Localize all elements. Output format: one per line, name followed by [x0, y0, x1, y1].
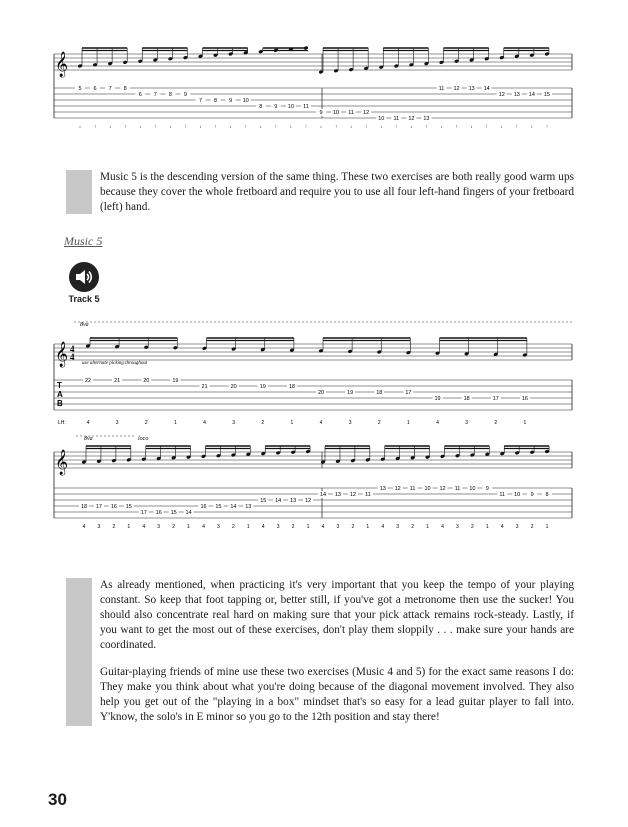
tab-number: 18 — [288, 384, 295, 390]
tab-number: 19 — [347, 390, 354, 396]
tab-number: 5 — [78, 86, 82, 92]
pick-stroke: ↑ — [485, 124, 488, 130]
fingering-number: 4 — [321, 524, 325, 530]
tab-number: 19 — [434, 396, 441, 402]
pick-stroke: ↓ — [139, 124, 142, 130]
tab-number: 15 — [125, 504, 132, 510]
intro-paragraph: Music 5 is the descending version of the same thing. These two exercises are both really good warm ups because they cover the whole fretboard and require you to use all four left-hand fingers of your fretboard (left) hand. — [100, 171, 574, 213]
tab-number: 17 — [95, 504, 102, 510]
tab-number: 12 — [453, 86, 460, 92]
fingering-number: 1 — [306, 524, 310, 530]
fingering-number: 2 — [261, 420, 265, 426]
tab-number: 11 — [393, 116, 400, 122]
music-system-2 — [54, 318, 574, 428]
tab-number: 12 — [349, 492, 356, 498]
pick-stroke: ↑ — [334, 124, 338, 130]
tab-number: 11 — [499, 492, 506, 498]
tab-number: 11 — [364, 492, 371, 498]
pick-stroke: ↓ — [440, 124, 443, 130]
pick-stroke: ↓ — [259, 124, 262, 130]
tab-number: 21 — [201, 384, 208, 390]
callout-bar — [66, 578, 92, 726]
fingering-number: 1 — [545, 524, 549, 530]
tab-number: 13 — [379, 486, 386, 492]
tab-number: 21 — [114, 378, 121, 384]
tab-number: 14 — [230, 504, 237, 510]
intro-text — [92, 170, 574, 214]
fingering-number: 4 — [381, 524, 385, 530]
pick-stroke: ↑ — [274, 124, 278, 130]
page-number: 30 — [48, 790, 67, 809]
pick-stroke: ↓ — [349, 124, 353, 130]
tab-number: 13 — [423, 116, 430, 122]
fingering-number: 3 — [465, 420, 469, 426]
tab-number: 15 — [170, 510, 177, 516]
fingering-number: 3 — [232, 420, 236, 426]
tab-number: 12 — [394, 486, 401, 492]
pick-stroke: ↓ — [78, 124, 82, 130]
tab-number: 11 — [303, 104, 309, 110]
tab-number: 14 — [528, 92, 535, 98]
ottava-mark: 8va — [80, 322, 89, 328]
fingering-number: 1 — [290, 420, 294, 426]
tab-number: 10 — [242, 98, 249, 104]
fingering-number: 2 — [291, 524, 295, 530]
tab-number: 11 — [438, 86, 445, 92]
pick-stroke: ↓ — [470, 124, 473, 130]
tab-number: 13 — [468, 86, 475, 92]
fingering-prefix: LH: — [58, 420, 66, 426]
pick-stroke: ↓ — [380, 124, 383, 130]
fingering-number: 2 — [172, 524, 176, 530]
tab-number: 13 — [334, 492, 341, 498]
tab-number: 7 — [108, 86, 112, 92]
fingering-number: 4 — [203, 420, 206, 426]
fingering-number: 1 — [523, 420, 527, 426]
pick-stroke: ↓ — [199, 124, 202, 130]
pick-stroke: ↑ — [123, 124, 127, 130]
tab-number: 10 — [287, 104, 294, 110]
pick-stroke: ↑ — [364, 124, 368, 130]
pick-stroke: ↓ — [108, 124, 112, 130]
tab-number: 14 — [319, 492, 327, 498]
fingering-number: 3 — [276, 524, 280, 530]
fingering-number: 4 — [261, 524, 265, 530]
tab-number: 10 — [514, 492, 521, 498]
fingering-number: 1 — [366, 524, 370, 530]
time-signature-bottom: 4 — [70, 352, 75, 362]
tab-number: 17 — [492, 396, 499, 402]
music-system-1-svg — [54, 36, 574, 136]
tab-number: 9 — [183, 92, 187, 98]
paragraph-1: As already mentioned, when practicing it's very important that you keep the tempo of your playing constant. So keep that foot tapping or, better still, if you've got a metronome then use the sucker! You should also concentrate real hard on making sure that your pick attack remains rock-steady. Lastly, if you want to get the most out of these exercises, don't play them sloppily . . . make sure your hands are coordinated. — [100, 579, 574, 651]
fingering-number: 1 — [127, 524, 131, 530]
pick-stroke: ↑ — [395, 124, 398, 130]
tab-number: 6 — [138, 92, 142, 98]
tab-number: 20 — [230, 384, 237, 390]
performance-note: use alternate picking throughout — [82, 361, 148, 366]
music-system-2-svg — [54, 318, 574, 428]
tab-number: 19 — [172, 378, 179, 384]
pick-stroke: ↑ — [244, 124, 247, 130]
loco-mark: loco — [138, 436, 149, 442]
tab-number: 16 — [521, 396, 528, 402]
tab-number: 12 — [408, 116, 415, 122]
tab-number: 18 — [376, 390, 383, 396]
fingering-number: 1 — [187, 524, 190, 530]
pick-stroke: ↓ — [289, 124, 293, 130]
tab-number: 20 — [317, 390, 325, 396]
pick-stroke: ↑ — [154, 124, 157, 130]
fingering-number: 3 — [115, 420, 119, 426]
speaker-icon — [69, 262, 99, 292]
tab-number: 9 — [530, 492, 534, 498]
fingering-number: 2 — [530, 524, 534, 530]
tab-number: 8 — [214, 98, 218, 104]
tab-number: 10 — [424, 486, 431, 492]
fingering-number: 3 — [396, 524, 400, 530]
track-label: Track 5 — [68, 294, 100, 304]
intro-callout — [66, 170, 574, 214]
tab-number: 8 — [123, 86, 127, 92]
pick-stroke: ↑ — [93, 124, 97, 130]
tab-clef-letter: B — [57, 399, 63, 408]
fingering-number: 1 — [485, 524, 489, 530]
pick-stroke: ↓ — [500, 124, 503, 130]
tab-number: 8 — [545, 492, 549, 498]
music-system-3-svg — [54, 432, 574, 532]
practice-callout — [66, 578, 574, 726]
tab-number: 11 — [409, 486, 416, 492]
callout-bar — [66, 170, 92, 214]
fingering-number: 2 — [112, 524, 116, 530]
tab-number: 16 — [110, 504, 117, 510]
pick-stroke: ↓ — [319, 124, 323, 130]
tab-number: 12 — [498, 92, 505, 98]
treble-clef: 𝄞 — [55, 342, 69, 367]
tab-number: 9 — [319, 110, 323, 116]
fingering-number: 2 — [144, 420, 148, 426]
tab-clef-letter: T — [57, 381, 62, 390]
fingering-number: 3 — [456, 524, 459, 530]
tab-number: 13 — [290, 498, 297, 504]
fingering-number: 1 — [406, 420, 410, 426]
tab-number: 15 — [260, 498, 267, 504]
tab-clef-letter: A — [57, 390, 63, 399]
pick-stroke: ↑ — [425, 124, 428, 130]
fingering-number: 2 — [411, 524, 415, 530]
tab-number: 17 — [140, 510, 147, 516]
tab-number: 17 — [405, 390, 412, 396]
tab-number: 19 — [259, 384, 266, 390]
fingering-number: 2 — [470, 524, 474, 530]
track-badge — [64, 262, 104, 304]
tab-number: 15 — [215, 504, 222, 510]
fingering-number: 3 — [348, 420, 352, 426]
treble-clef: 𝄞 — [55, 52, 69, 77]
fingering-number: 2 — [377, 420, 381, 426]
pick-stroke: ↓ — [410, 124, 413, 130]
fingering-number: 2 — [351, 524, 355, 530]
fingering-number: 2 — [231, 524, 235, 530]
fingering-number: 3 — [217, 524, 220, 530]
tab-number: 10 — [469, 486, 476, 492]
fingering-number: 4 — [436, 420, 439, 426]
fingering-number: 3 — [97, 524, 101, 530]
tab-number: 10 — [333, 110, 340, 116]
tab-number: 14 — [483, 86, 490, 92]
fingering-number: 3 — [336, 524, 340, 530]
pick-stroke: ↑ — [455, 124, 458, 130]
section-title: Music 5 — [64, 234, 103, 248]
tab-number: 6 — [93, 86, 97, 92]
tab-number: 7 — [153, 92, 157, 98]
pick-stroke: ↑ — [214, 124, 217, 130]
tab-number: 8 — [168, 92, 172, 98]
pick-stroke: ↑ — [184, 124, 187, 130]
fingering-number: 1 — [426, 524, 429, 530]
tab-number: 9 — [485, 486, 489, 492]
tab-number: 20 — [143, 378, 150, 384]
tab-number: 11 — [454, 486, 461, 492]
fingering-number: 4 — [142, 524, 146, 530]
fingering-number: 4 — [441, 524, 444, 530]
fingering-number: 4 — [202, 524, 205, 530]
tab-number: 15 — [543, 92, 550, 98]
pick-stroke: ↓ — [229, 124, 232, 130]
fingering-number: 1 — [173, 420, 177, 426]
fingering-number: 1 — [246, 524, 250, 530]
tab-number: 18 — [463, 396, 470, 402]
fingering-number: 2 — [494, 420, 498, 426]
tab-number: 22 — [84, 378, 92, 384]
tab-number: 16 — [155, 510, 162, 516]
tab-number: 14 — [185, 510, 192, 516]
tab-number: 9 — [274, 104, 278, 110]
tab-number: 11 — [348, 110, 354, 116]
fingering-number: 4 — [82, 524, 86, 530]
pick-stroke: ↓ — [169, 124, 172, 130]
pick-stroke: ↓ — [530, 124, 534, 130]
tab-number: 12 — [363, 110, 370, 116]
practice-text — [92, 578, 574, 726]
ottava-mark: 8va — [84, 436, 93, 442]
tab-number: 13 — [245, 504, 252, 510]
pick-stroke: ↑ — [545, 124, 549, 130]
pick-stroke: ↑ — [515, 124, 519, 130]
tab-number: 12 — [305, 498, 312, 504]
paragraph-2: Guitar-playing friends of mine use these two exercises (Music 4 and 5) for the exact same reasons I do: They make you think about what you're doing because of the diagonal movement involved. They also help you get out of the "playing in a box" mindset that's so easy for a lead guitar player to fall into. Y'know, the solo's in E minor so you go to the 12th position and stay there! — [100, 666, 574, 723]
treble-clef: 𝄞 — [55, 450, 69, 475]
tab-number: 9 — [229, 98, 233, 104]
fingering-number: 3 — [157, 524, 161, 530]
tab-number: 13 — [513, 92, 520, 98]
tab-number: 7 — [198, 98, 203, 104]
fingering-number: 4 — [319, 420, 323, 426]
fingering-number: 3 — [515, 524, 519, 530]
music-system-1 — [54, 36, 574, 136]
tab-number: 12 — [439, 486, 446, 492]
music-system-3 — [54, 432, 574, 532]
tab-number: 18 — [80, 504, 88, 510]
tab-number: 8 — [259, 104, 263, 110]
tab-number: 14 — [275, 498, 282, 504]
fingering-number: 4 — [500, 524, 504, 530]
pick-stroke: ↑ — [304, 124, 308, 130]
tab-number: 16 — [200, 504, 207, 510]
tab-number: 10 — [378, 116, 385, 122]
time-signature-top: 4 — [70, 344, 75, 354]
fingering-number: 4 — [86, 420, 90, 426]
